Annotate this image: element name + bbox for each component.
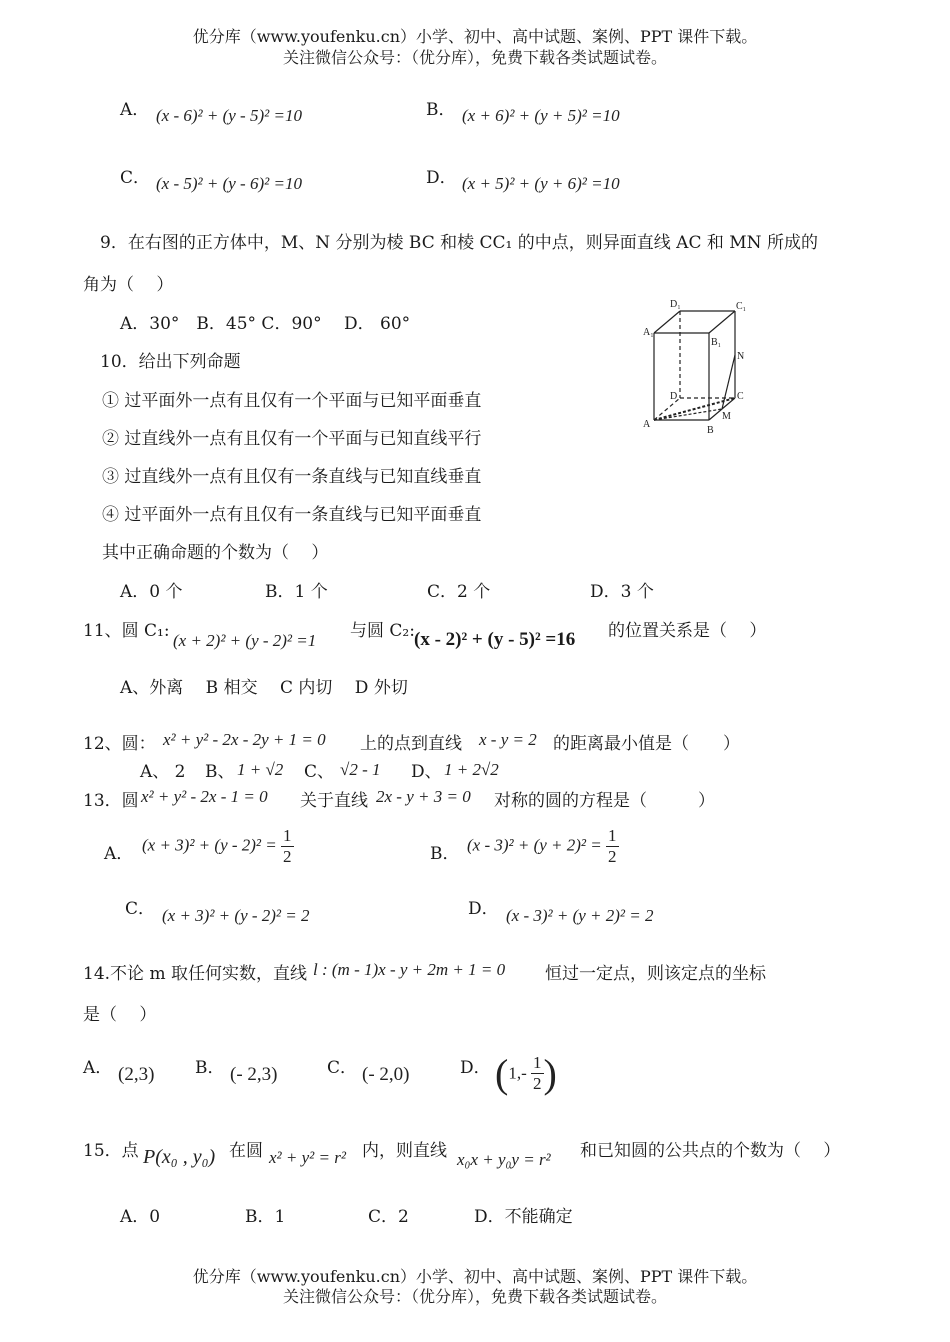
q12-opt-d: D、 <box>411 762 442 782</box>
cube-label: C <box>737 391 744 402</box>
q14-prefix: 14.不论 m 取任何实数，直线 <box>83 964 307 984</box>
q13-c-expr: (x + 3)² + (y - 2)² = 2 <box>162 906 310 925</box>
q15-circle: x² + y² = r² <box>269 1148 346 1167</box>
q13-a-label: A． <box>104 844 134 864</box>
q10-opt-d: D．3 个 <box>590 582 654 602</box>
q14-eq: l : (m - 1)x - y + 2m + 1 = 0 <box>313 960 506 979</box>
q15-mid2: 内，则直线 <box>362 1141 447 1161</box>
q14-b-label: B． <box>195 1058 225 1078</box>
q13-b-label: B． <box>430 844 460 864</box>
q8-b-label: B． <box>426 100 456 120</box>
q14-c-label: C． <box>327 1058 358 1078</box>
q10-opt-c: C．2 个 <box>427 582 491 602</box>
q11-options: A、外离 B 相交 C 内切 D 外切 <box>120 678 408 698</box>
q14-line2: 是（ ） <box>83 1005 157 1025</box>
q12-mid: 上的点到直线 <box>360 734 462 754</box>
cube-label: N <box>737 351 745 362</box>
q8-a-label: A． <box>120 100 150 120</box>
cube-label: A₁ <box>643 327 654 338</box>
q15-opt-b: B．1 <box>245 1207 286 1227</box>
q10-title: 10．给出下列命题 <box>100 352 241 372</box>
cube-label: D₁ <box>670 299 681 310</box>
q9-text-line2: 角为（ ） <box>83 275 174 295</box>
q12-opt-c: C、 <box>304 762 335 782</box>
q12-suffix: 的距离最小值是（ ） <box>553 734 740 754</box>
q11-eq2: (x - 2)² + (y - 5)² =16 <box>414 629 576 650</box>
q9-options: A．30° B．45° C．90° D． 60° <box>120 314 411 334</box>
q10-item: ① 过平面外一点有且仅有一个平面与已知平面垂直 <box>102 391 482 411</box>
q11-eq1: (x + 2)² + (y - 2)² =1 <box>173 631 317 650</box>
q9-text-line1: 9．在右图的正方体中，M、N 分别为棱 BC 和棱 CC₁ 的中点，则异面直线 AC 和 MN 所成的 <box>100 233 818 253</box>
cube-label: A <box>643 419 651 430</box>
q8-c-expr: (x - 5)² + (y - 6)² =10 <box>156 174 302 193</box>
header-line-2: 关注微信公众号：（优分库），免费下载各类试题试卷。 <box>282 48 667 67</box>
q15-opt-d: D．不能确定 <box>474 1207 573 1227</box>
paren-right: ) <box>543 1051 557 1096</box>
q13-suffix: 对称的圆的方程是（ ） <box>494 791 715 811</box>
q15-line: x₀x + y₀y = r² <box>457 1150 551 1169</box>
q15-suffix: 和已知圆的公共点的个数为（ ） <box>580 1141 841 1161</box>
cube-label: B <box>707 425 714 436</box>
q13-line: 2x - y + 3 = 0 <box>376 787 471 806</box>
q13-eq: x² + y² - 2x - 1 = 0 <box>141 787 268 806</box>
fraction-half: $\frac{1}{2}$ <box>283 826 292 866</box>
q15-point: P(x₀ , y₀) <box>143 1146 216 1168</box>
q12-prefix: 12、圆： <box>83 734 156 754</box>
q15-opt-a: A．0 <box>120 1207 161 1227</box>
q10-opt-a: A．0 个 <box>120 582 183 602</box>
q13-mid: 关于直线 <box>300 791 368 811</box>
q12-opt-d-val: 1 + 2√2 <box>444 760 499 779</box>
footer-line-1: 优分库（www.youfenku.cn）小学、初中、高中试题、案例、PPT 课件下载。 <box>192 1267 758 1286</box>
footer-line-2: 关注微信公众号：（优分库），免费下载各类试题试卷。 <box>282 1287 667 1306</box>
q13-a-option <box>142 826 294 867</box>
q13-c-label: C． <box>125 899 156 919</box>
q10-opt-b: B．1 个 <box>265 582 328 602</box>
cube-label: C₁ <box>736 301 747 312</box>
cube-diagram <box>640 295 755 440</box>
q14-b-val: (- 2,3) <box>230 1064 278 1085</box>
q8-a-expr: (x - 6)² + (y - 5)² =10 <box>156 106 302 125</box>
q12-eq: x² + y² - 2x - 2y + 1 = 0 <box>163 730 326 749</box>
cube-label: D <box>670 391 678 402</box>
q14-suffix: 恒过一定点，则该定点的坐标 <box>545 964 766 984</box>
q14-d-label: D． <box>460 1058 491 1078</box>
q15-opt-c: C．2 <box>368 1207 409 1227</box>
q13-b-option <box>467 826 619 867</box>
q11-prefix: 11、圆 C₁: <box>83 621 170 641</box>
fraction-half: $\frac{1}{2}$ <box>608 826 617 866</box>
q13-d-label: D． <box>468 899 499 919</box>
paren-left: ( <box>495 1051 509 1096</box>
q11-mid: 与圆 C₂: <box>350 621 415 641</box>
edge-a1d1 <box>654 311 680 333</box>
q15-prefix: 15．点 <box>83 1141 139 1161</box>
edge-b1c1 <box>709 311 735 333</box>
q13-b-expr: (x - 3)² + (y + 2)² = <box>467 835 602 855</box>
q8-d-expr: (x + 5)² + (y + 6)² =10 <box>462 174 620 193</box>
q12-opt-a: A、 2 <box>140 762 186 782</box>
q13-prefix: 13．圆 <box>83 791 139 811</box>
header-line-1: 优分库（www.youfenku.cn）小学、初中、高中试题、案例、PPT 课件下载。 <box>192 27 758 46</box>
q14-a-label: A． <box>83 1058 113 1078</box>
q8-c-label: C． <box>120 168 151 188</box>
q10-item: ④ 过平面外一点有且仅有一条直线与已知平面垂直 <box>102 505 482 525</box>
q10-item: ② 过直线外一点有且仅有一个平面与已知直线平行 <box>102 429 482 449</box>
cube-label: M <box>722 411 731 422</box>
q8-d-label: D． <box>426 168 457 188</box>
q10-ask: 其中正确命题的个数为（ ） <box>102 543 329 563</box>
q15-mid1: 在圆 <box>229 1141 263 1161</box>
q11-suffix: 的位置关系是（ ） <box>608 621 767 641</box>
q10-item: ③ 过直线外一点有且仅有一条直线与已知直线垂直 <box>102 467 482 487</box>
q13-d-expr: (x - 3)² + (y + 2)² = 2 <box>506 906 654 925</box>
q12-opt-b: B、 <box>205 762 235 782</box>
q14-c-val: (- 2,0) <box>362 1064 410 1085</box>
q12-line: x - y = 2 <box>479 730 537 749</box>
q14-a-val: (2,3) <box>118 1064 155 1085</box>
q14-d-option: (1,- $\frac{1}{2}$ ) <box>495 1051 557 1096</box>
cube-label: B₁ <box>711 337 722 348</box>
q8-b-expr: (x + 6)² + (y + 5)² =10 <box>462 106 620 125</box>
q13-a-expr: (x + 3)² + (y - 2)² = <box>142 835 277 855</box>
fraction-half: $\frac{1}{2}$ <box>533 1053 542 1093</box>
q12-opt-c-val: √2 - 1 <box>340 760 381 779</box>
segment-mn <box>722 355 735 409</box>
q12-opt-b-val: 1 + √2 <box>237 760 284 779</box>
